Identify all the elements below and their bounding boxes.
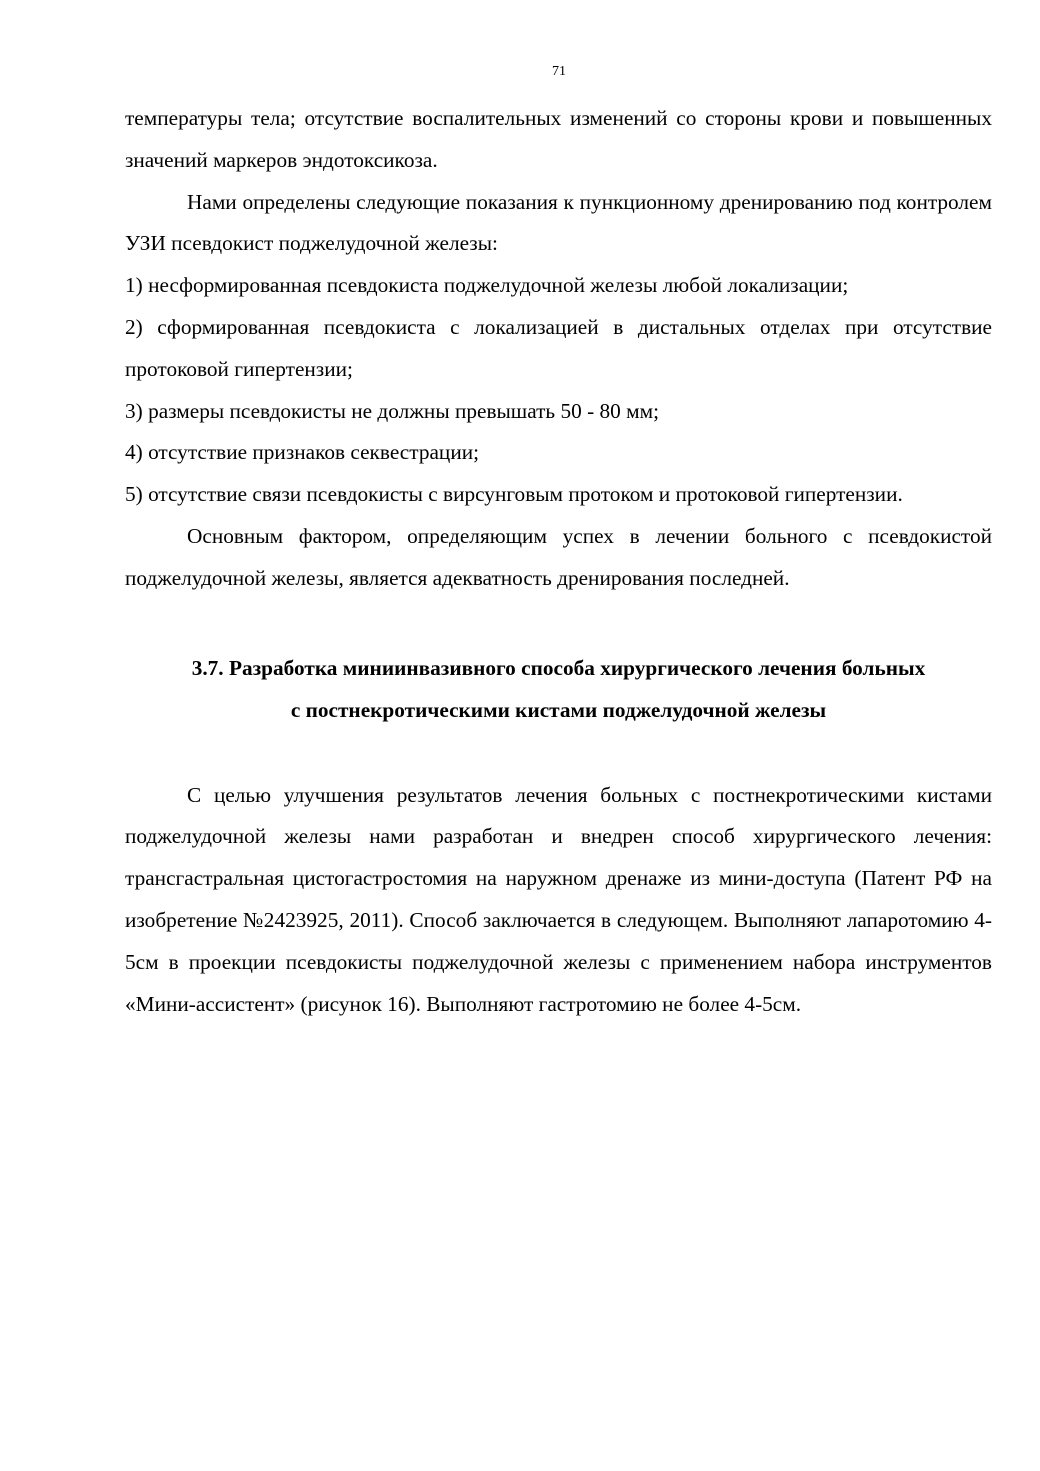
paragraph-conclusion: Основным фактором, определяющим успех в лечении больного с псевдокистой поджелудочной железы, является адекватность дренирования последней. xyxy=(125,523,992,590)
paragraph-section-text: С целью улучшения результатов лечения больных с постнекротическими кистами поджелудочной железы нами разработан и внедрен способ хирургического лечения: трансгастральная цистогастростомия на наружном дренаже из мини-доступа (Патент РФ на изобретение №2423925, 2011). Способ заключается в следующем. Выполняют лапаротомию 4-5см в проекции псевдокисты поджелудочной железы с применением набора инструментов «Мини-ассистент» (рисунок 16). Выполняют гастротомию не более 4-5см. xyxy=(125,782,992,1016)
indication-item-2: 2) сформированная псевдокиста с локализацией в дистальных отделах при отсутствие протоковой гипертензии; xyxy=(125,314,992,381)
indication-item-1: 1) несформированная псевдокиста поджелудочной железы любой локализации; xyxy=(125,273,849,298)
indication-item-3: 3) размеры псевдокисты не должны превышать 50 - 80 мм; xyxy=(125,398,659,423)
section-heading-line-1: 3.7. Разработка миниинвазивного способа хирургического лечения больных xyxy=(191,655,926,680)
paragraph-continuation: температуры тела; отсутствие воспалительных изменений со стороны крови и повышенных значений маркеров эндотоксикоза. xyxy=(125,106,992,172)
page-number: 71 xyxy=(552,64,566,79)
indication-item-4: 4) отсутствие признаков секвестрации; xyxy=(125,440,480,465)
paragraph-indications-intro: Нами определены следующие показания к пункционному дренированию под контролем УЗИ псевдокист поджелудочной железы: xyxy=(125,189,992,256)
section-heading-line-2: с постнекротическими кистами поджелудочной железы xyxy=(290,697,827,722)
page-body xyxy=(125,98,992,1025)
indication-item-5: 5) отсутствие связи псевдокисты с вирсунговым протоком и протоковой гипертензии. xyxy=(125,482,903,507)
section-heading xyxy=(125,647,992,731)
